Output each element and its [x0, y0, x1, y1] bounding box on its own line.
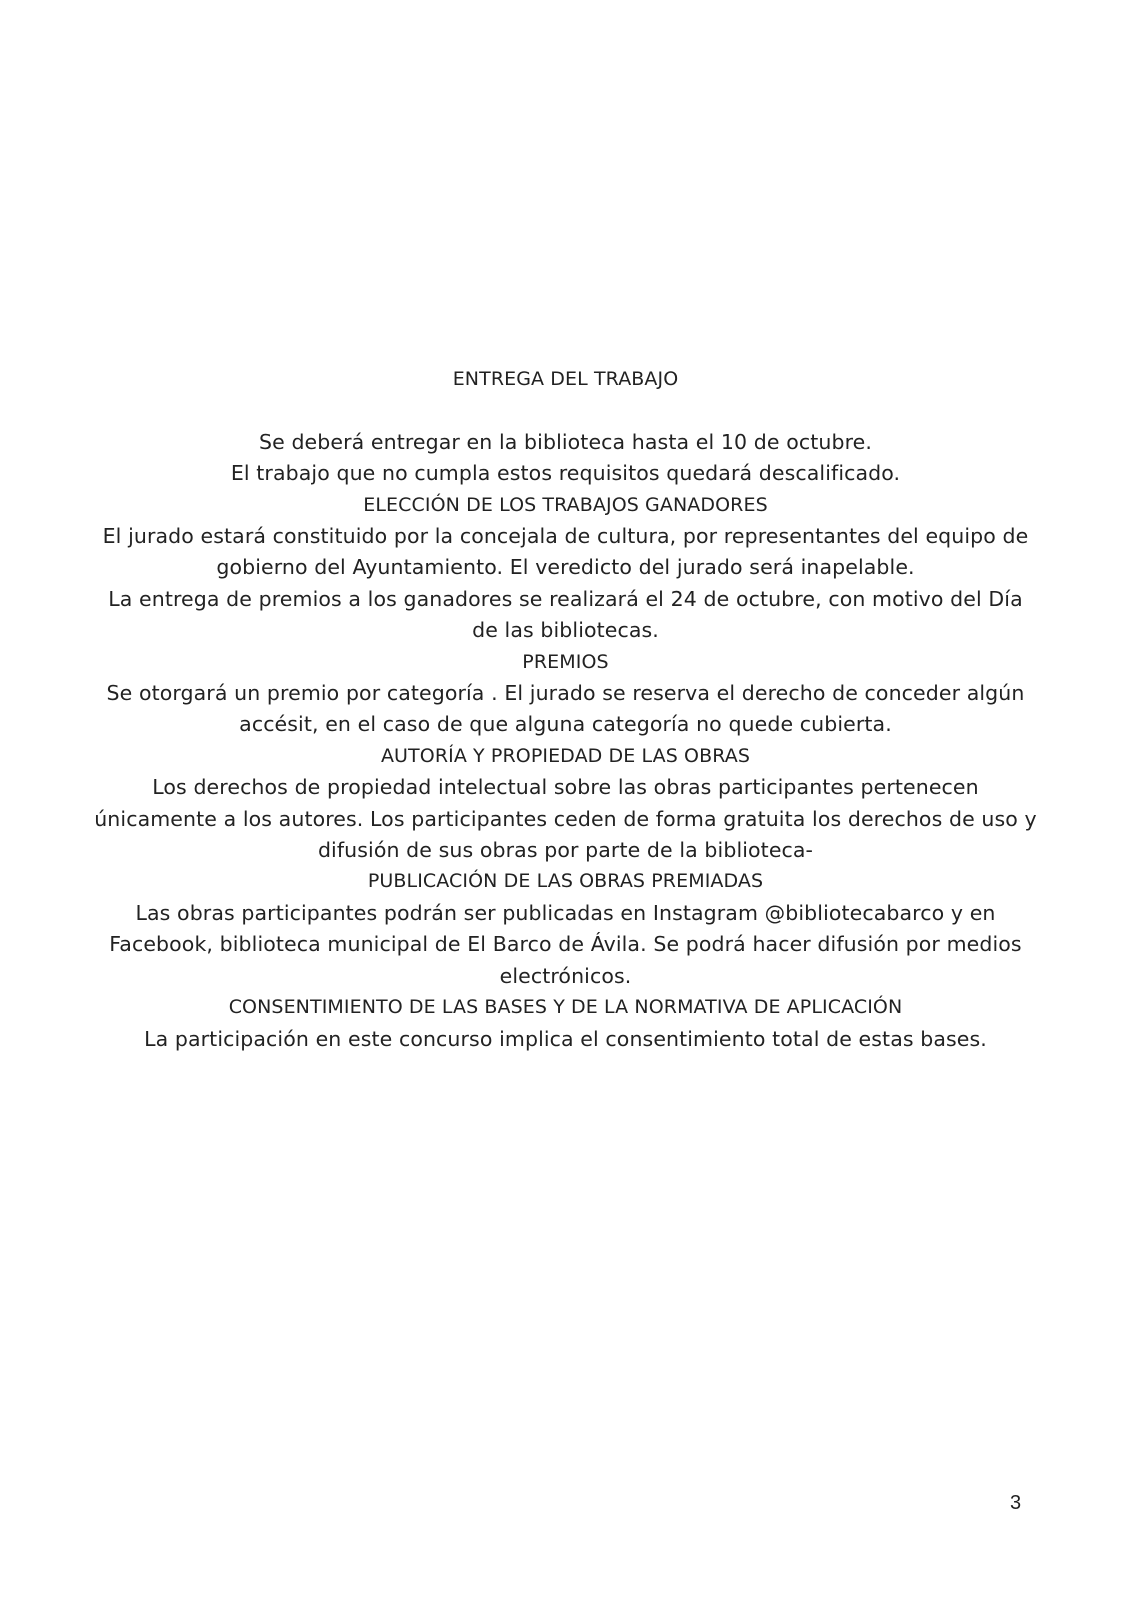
paragraph-line: El trabajo que no cumpla estos requisitos quedará descalificado. — [230, 461, 901, 486]
section-heading: ENTREGA DEL TRABAJO — [452, 368, 679, 390]
paragraph-line: La participación en este concurso implica el consentimiento total de estas bases. — [144, 1026, 987, 1051]
section-heading: PUBLICACIÓN DE LAS OBRAS PREMIADAS — [367, 870, 764, 893]
paragraph-line: Las obras participantes podrán ser publicadas en Instagram @bibliotecabarco y en — [135, 900, 996, 925]
paragraph-line: Se otorgará un premio por categoría . El jurado se reserva el derecho de conceder algún — [106, 681, 1025, 706]
paragraph-line: difusión de sus obras por parte de la biblioteca- — [317, 838, 814, 863]
section-heading: CONSENTIMIENTO DE LAS BASES Y DE LA NORMATIVA DE APLICACIÓN — [228, 996, 903, 1019]
paragraph-line: gobierno del Ayuntamiento. El veredicto del jurado será inapelable. — [216, 555, 915, 580]
blank-line — [30, 395, 1101, 426]
paragraph-line: accésit, en el caso de que alguna categoría no quede cubierta. — [239, 712, 892, 737]
paragraph-line: La entrega de premios a los ganadores se realizará el 24 de octubre, con motivo del Día — [108, 586, 1023, 611]
section-heading: PREMIOS — [522, 650, 609, 673]
paragraph-line: electrónicos. — [499, 963, 632, 988]
paragraph-line: de las bibliotecas. — [472, 618, 659, 643]
page-number: 3 — [1010, 1492, 1022, 1514]
section-heading: ELECCIÓN DE LOS TRABAJOS GANADORES — [363, 493, 768, 516]
paragraph-line: Se deberá entregar en la biblioteca hasta el 10 de octubre. — [259, 429, 872, 454]
paragraph-line: Facebook, biblioteca municipal de El Barco de Ávila. Se podrá hacer difusión por medios — [109, 932, 1022, 957]
section-heading: AUTORÍA Y PROPIEDAD DE LAS OBRAS — [380, 744, 751, 767]
paragraph-line: Los derechos de propiedad intelectual sobre las obras participantes pertenecen — [152, 775, 979, 800]
paragraph-line: El jurado estará constituido por la concejala de cultura, por representantes del equipo de — [102, 524, 1029, 549]
paragraph-line: únicamente a los autores. Los participantes ceden de forma gratuita los derechos de uso y — [94, 806, 1037, 831]
document-body — [30, 364, 1101, 1055]
